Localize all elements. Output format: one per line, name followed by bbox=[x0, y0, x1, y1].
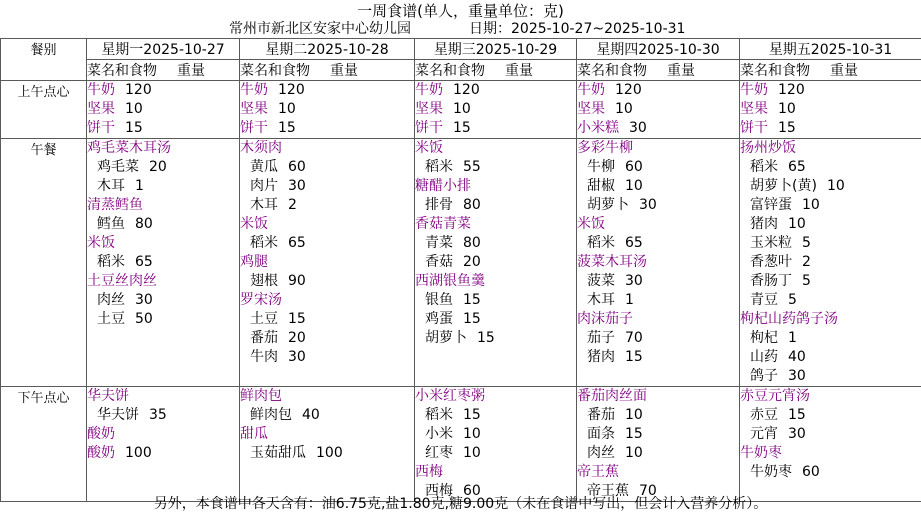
ingredient-line bbox=[577, 348, 739, 367]
food-name: 银鱼 bbox=[425, 292, 453, 308]
food-name: 饼干 bbox=[415, 120, 443, 136]
weight-header: 重量 bbox=[177, 63, 205, 79]
dish-name: 肉沫茄子 bbox=[577, 311, 633, 327]
column-sub-header bbox=[740, 60, 921, 81]
ingredient-line bbox=[577, 406, 739, 425]
food-weight: 70 bbox=[639, 483, 657, 499]
food-weight: 10 bbox=[625, 445, 643, 461]
food-name: 黄瓜 bbox=[250, 159, 278, 175]
food-name: 西梅 bbox=[425, 483, 453, 499]
food-weight: 10 bbox=[788, 216, 806, 232]
ingredient-line bbox=[240, 158, 414, 177]
dish-name: 香菇青菜 bbox=[415, 216, 471, 232]
food-name: 鸡蛋 bbox=[425, 311, 453, 327]
food-weight: 30 bbox=[135, 292, 153, 308]
food-weight: 15 bbox=[288, 311, 306, 327]
ingredient-line bbox=[740, 253, 921, 272]
food-name: 肉丝 bbox=[97, 292, 125, 308]
meal-label: 午餐 bbox=[1, 139, 87, 387]
dish-name-header: 菜名和食物 bbox=[740, 63, 810, 79]
dish-name: 清蒸鳕鱼 bbox=[87, 197, 143, 213]
day-header: 星期三2025-10-29 bbox=[415, 39, 577, 60]
ingredient-line bbox=[740, 196, 921, 215]
ingredient-line bbox=[415, 444, 576, 463]
food-weight: 30 bbox=[788, 368, 806, 384]
food-name: 香菇 bbox=[425, 254, 453, 270]
day-header: 星期二2025-10-28 bbox=[240, 39, 415, 60]
subtitle bbox=[0, 21, 921, 38]
meal-label: 下午点心 bbox=[1, 387, 87, 502]
dish-name-header: 菜名和食物 bbox=[240, 63, 310, 79]
column-sub-header-row bbox=[1, 60, 921, 81]
ingredient-line bbox=[240, 406, 414, 425]
menu-cell bbox=[87, 387, 240, 502]
food-name: 稻米 bbox=[425, 407, 453, 423]
ingredient-line bbox=[577, 272, 739, 291]
ingredient-line bbox=[87, 310, 239, 329]
ingredient-line bbox=[240, 310, 414, 329]
food-weight: 120 bbox=[278, 82, 305, 98]
food-weight: 15 bbox=[453, 120, 471, 136]
food-weight: 1 bbox=[135, 178, 144, 194]
snack-line bbox=[740, 119, 921, 138]
food-name: 鸽子 bbox=[750, 368, 778, 384]
weight-header: 重量 bbox=[830, 63, 858, 79]
ingredient-line bbox=[740, 329, 921, 348]
food-weight: 40 bbox=[302, 407, 320, 423]
food-name: 牛奶 bbox=[240, 82, 268, 98]
food-name: 小米 bbox=[425, 426, 453, 442]
food-weight: 15 bbox=[625, 349, 643, 365]
food-weight: 120 bbox=[778, 82, 805, 98]
menu-cell bbox=[577, 387, 740, 502]
food-weight: 60 bbox=[463, 483, 481, 499]
food-weight: 1 bbox=[625, 292, 634, 308]
menu-cell bbox=[415, 387, 577, 502]
menu-cell bbox=[577, 81, 740, 139]
food-name: 土豆 bbox=[250, 311, 278, 327]
food-weight: 15 bbox=[125, 120, 143, 136]
food-weight: 15 bbox=[778, 120, 796, 136]
food-name: 番茄 bbox=[250, 330, 278, 346]
food-name: 玉茹甜瓜 bbox=[250, 445, 306, 461]
food-name: 稻米 bbox=[425, 159, 453, 175]
food-weight: 35 bbox=[149, 407, 167, 423]
ingredient-line bbox=[87, 253, 239, 272]
weight-header: 重量 bbox=[505, 63, 533, 79]
ingredient-line bbox=[577, 234, 739, 253]
food-name: 胡萝卜(黄) bbox=[750, 178, 817, 194]
food-name: 木耳 bbox=[587, 292, 615, 308]
day-header: 星期五2025-10-31 bbox=[740, 39, 921, 60]
ingredient-line bbox=[740, 234, 921, 253]
ingredient-line bbox=[740, 158, 921, 177]
menu-cell bbox=[740, 81, 921, 139]
ingredient-line bbox=[415, 196, 576, 215]
food-weight: 15 bbox=[788, 407, 806, 423]
food-weight: 20 bbox=[463, 254, 481, 270]
dish-name: 甜瓜 bbox=[240, 426, 268, 442]
dish-name: 罗宋汤 bbox=[240, 292, 282, 308]
snack-line bbox=[240, 119, 414, 138]
dish-name: 赤豆元宵汤 bbox=[740, 388, 810, 404]
dish-name: 枸杞山药鸽子汤 bbox=[740, 311, 838, 327]
dish-name: 华夫饼 bbox=[87, 388, 129, 404]
dish-name: 西梅 bbox=[415, 464, 443, 480]
ingredient-line bbox=[240, 329, 414, 348]
ingredient-line bbox=[740, 406, 921, 425]
snack-line bbox=[240, 100, 414, 119]
food-name: 茄子 bbox=[587, 330, 615, 346]
meal-label: 上午点心 bbox=[1, 81, 87, 139]
menu-cell bbox=[740, 139, 921, 387]
dish-name: 鸡毛菜木耳汤 bbox=[87, 140, 171, 156]
dish-name: 土豆丝肉丝 bbox=[87, 273, 157, 289]
ingredient-line bbox=[415, 253, 576, 272]
food-name: 帝王蕉 bbox=[587, 483, 629, 499]
dish-name-header: 菜名和食物 bbox=[415, 63, 485, 79]
food-weight: 120 bbox=[125, 82, 152, 98]
food-weight: 100 bbox=[125, 445, 152, 461]
ingredient-line bbox=[415, 329, 576, 348]
ingredient-line bbox=[240, 444, 414, 463]
food-weight: 100 bbox=[316, 445, 343, 461]
ingredient-line bbox=[740, 348, 921, 367]
ingredient-line bbox=[415, 234, 576, 253]
ingredient-line bbox=[577, 177, 739, 196]
menu-cell bbox=[240, 139, 415, 387]
food-weight: 60 bbox=[802, 464, 820, 480]
snack-line bbox=[415, 119, 576, 138]
dish-name: 糖醋小排 bbox=[415, 178, 471, 194]
food-weight: 10 bbox=[778, 101, 796, 117]
ingredient-line bbox=[740, 291, 921, 310]
meal-col-header: 餐别 bbox=[1, 39, 87, 81]
food-weight: 120 bbox=[453, 82, 480, 98]
ingredient-line bbox=[415, 425, 576, 444]
food-name: 稻米 bbox=[750, 159, 778, 175]
snack-line bbox=[415, 100, 576, 119]
food-weight: 30 bbox=[788, 426, 806, 442]
food-name: 胡萝卜 bbox=[425, 330, 467, 346]
food-name: 牛奶 bbox=[740, 82, 768, 98]
menu-cell bbox=[415, 139, 577, 387]
ingredient-line bbox=[240, 234, 414, 253]
food-name: 土豆 bbox=[97, 311, 125, 327]
food-weight: 80 bbox=[463, 235, 481, 251]
food-weight: 10 bbox=[625, 407, 643, 423]
dish-name-header: 菜名和食物 bbox=[87, 63, 157, 79]
food-name: 赤豆 bbox=[750, 407, 778, 423]
ingredient-line bbox=[577, 425, 739, 444]
food-name: 富锌蛋 bbox=[750, 197, 792, 213]
column-sub-header bbox=[577, 60, 740, 81]
food-name: 翅根 bbox=[250, 273, 278, 289]
food-weight: 120 bbox=[615, 82, 642, 98]
food-weight: 80 bbox=[463, 197, 481, 213]
date-range: 日期：2025-10-27~2025-10-31 bbox=[469, 21, 686, 37]
food-name: 鲜肉包 bbox=[250, 407, 292, 423]
food-weight: 30 bbox=[288, 349, 306, 365]
food-weight: 15 bbox=[278, 120, 296, 136]
food-name: 木耳 bbox=[250, 197, 278, 213]
food-weight: 30 bbox=[625, 273, 643, 289]
food-weight: 15 bbox=[625, 426, 643, 442]
food-name: 稻米 bbox=[97, 254, 125, 270]
dish-name: 鸡腿 bbox=[240, 254, 268, 270]
food-name: 猪肉 bbox=[750, 216, 778, 232]
food-name: 香葱叶 bbox=[750, 254, 792, 270]
dish-name: 酸奶 bbox=[87, 426, 115, 442]
food-weight: 15 bbox=[477, 330, 495, 346]
food-name: 青豆 bbox=[750, 292, 778, 308]
dish-name: 米饭 bbox=[240, 216, 268, 232]
ingredient-line bbox=[240, 196, 414, 215]
day-header-row bbox=[1, 39, 921, 60]
ingredient-line bbox=[740, 425, 921, 444]
meal-row bbox=[1, 139, 921, 387]
food-weight: 55 bbox=[463, 159, 481, 175]
ingredient-line bbox=[577, 329, 739, 348]
meal-row bbox=[1, 387, 921, 502]
footer-note: 另外，本食谱中各天含有：油6.75克,盐1.80克,糖9.00克（未在食谱中写出，但会计入营养分析）。 bbox=[153, 496, 768, 512]
food-weight: 10 bbox=[625, 178, 643, 194]
weight-header: 重量 bbox=[667, 63, 695, 79]
food-name: 番茄 bbox=[587, 407, 615, 423]
food-name: 山药 bbox=[750, 349, 778, 365]
ingredient-line bbox=[87, 406, 239, 425]
ingredient-line bbox=[415, 158, 576, 177]
food-weight: 30 bbox=[639, 197, 657, 213]
food-name: 饼干 bbox=[87, 120, 115, 136]
food-weight: 10 bbox=[463, 426, 481, 442]
food-weight: 15 bbox=[463, 311, 481, 327]
ingredient-line bbox=[240, 348, 414, 367]
snack-line bbox=[740, 100, 921, 119]
food-name: 坚果 bbox=[240, 101, 268, 117]
food-weight: 10 bbox=[278, 101, 296, 117]
food-weight: 30 bbox=[629, 120, 647, 136]
food-weight: 15 bbox=[463, 292, 481, 308]
school-name: 常州市新北区安家中心幼儿园 bbox=[229, 21, 411, 37]
column-sub-header bbox=[240, 60, 415, 81]
food-weight: 80 bbox=[135, 216, 153, 232]
food-weight: 1 bbox=[788, 330, 797, 346]
food-name: 面条 bbox=[587, 426, 615, 442]
food-weight: 65 bbox=[625, 235, 643, 251]
food-weight: 5 bbox=[802, 273, 811, 289]
food-name: 牛肉 bbox=[250, 349, 278, 365]
food-name: 猪肉 bbox=[587, 349, 615, 365]
food-weight: 10 bbox=[125, 101, 143, 117]
food-weight: 10 bbox=[802, 197, 820, 213]
ingredient-line bbox=[240, 272, 414, 291]
snack-line bbox=[87, 119, 239, 138]
food-name: 胡萝卜 bbox=[587, 197, 629, 213]
food-weight: 60 bbox=[288, 159, 306, 175]
menu-cell bbox=[240, 81, 415, 139]
ingredient-line bbox=[740, 367, 921, 386]
snack-line bbox=[740, 81, 921, 100]
food-name: 排骨 bbox=[425, 197, 453, 213]
food-name: 饼干 bbox=[240, 120, 268, 136]
ingredient-line bbox=[740, 177, 921, 196]
page-title: 一周食谱(单人，重量单位：克) bbox=[357, 2, 564, 20]
ingredient-line bbox=[415, 406, 576, 425]
food-name: 稻米 bbox=[250, 235, 278, 251]
ingredient-line bbox=[87, 177, 239, 196]
food-name: 坚果 bbox=[740, 101, 768, 117]
food-weight: 90 bbox=[288, 273, 306, 289]
snack-line bbox=[87, 100, 239, 119]
food-weight: 2 bbox=[802, 254, 811, 270]
food-name: 坚果 bbox=[87, 101, 115, 117]
food-name: 红枣 bbox=[425, 445, 453, 461]
food-weight: 10 bbox=[826, 178, 845, 194]
dish-name: 帝王蕉 bbox=[577, 464, 619, 480]
food-name: 甜椒 bbox=[587, 178, 615, 194]
food-weight: 20 bbox=[149, 159, 167, 175]
ingredient-line bbox=[740, 463, 921, 482]
ingredient-line bbox=[577, 291, 739, 310]
food-name: 稻米 bbox=[587, 235, 615, 251]
food-name: 鸡毛菜 bbox=[97, 159, 139, 175]
dish-name-header: 菜名和食物 bbox=[577, 63, 647, 79]
ingredient-line bbox=[577, 158, 739, 177]
snack-line bbox=[415, 81, 576, 100]
menu-cell bbox=[415, 81, 577, 139]
food-name: 小米糕 bbox=[577, 120, 619, 136]
ingredient-line bbox=[415, 310, 576, 329]
food-name: 肉片 bbox=[250, 178, 278, 194]
food-weight: 10 bbox=[453, 101, 471, 117]
food-weight: 40 bbox=[788, 349, 806, 365]
ingredient-line bbox=[87, 291, 239, 310]
snack-line bbox=[577, 119, 739, 138]
ingredient-line bbox=[740, 272, 921, 291]
ingredient-line bbox=[740, 215, 921, 234]
menu-cell bbox=[87, 81, 240, 139]
dish-name: 多彩牛柳 bbox=[577, 140, 633, 156]
dish-name: 西湖银鱼羹 bbox=[415, 273, 485, 289]
food-weight: 10 bbox=[615, 101, 633, 117]
food-weight: 65 bbox=[288, 235, 306, 251]
ingredient-line bbox=[415, 291, 576, 310]
day-header: 星期四2025-10-30 bbox=[577, 39, 740, 60]
food-name: 牛奶 bbox=[577, 82, 605, 98]
food-name: 酸奶 bbox=[87, 445, 115, 461]
food-name: 鳕鱼 bbox=[97, 216, 125, 232]
menu-cell bbox=[240, 387, 415, 502]
food-name: 华夫饼 bbox=[97, 407, 139, 423]
dish-name: 小米红枣粥 bbox=[415, 388, 485, 404]
food-weight: 15 bbox=[463, 407, 481, 423]
food-weight: 65 bbox=[135, 254, 153, 270]
food-name: 木耳 bbox=[97, 178, 125, 194]
food-name: 牛奶 bbox=[415, 82, 443, 98]
dish-name: 米饭 bbox=[87, 235, 115, 251]
food-weight: 5 bbox=[788, 292, 797, 308]
ingredient-line bbox=[240, 177, 414, 196]
weight-header: 重量 bbox=[330, 63, 358, 79]
food-name: 元宵 bbox=[750, 426, 778, 442]
food-name: 枸杞 bbox=[750, 330, 778, 346]
food-weight: 5 bbox=[802, 235, 811, 251]
food-weight: 10 bbox=[463, 445, 481, 461]
column-sub-header bbox=[87, 60, 240, 81]
dish-name: 鲜肉包 bbox=[240, 388, 282, 404]
food-weight: 2 bbox=[288, 197, 297, 213]
snack-line bbox=[577, 81, 739, 100]
food-name: 饼干 bbox=[740, 120, 768, 136]
food-name: 牛奶 bbox=[87, 82, 115, 98]
food-name: 菠菜 bbox=[587, 273, 615, 289]
dish-name: 木须肉 bbox=[240, 140, 282, 156]
ingredient-line bbox=[577, 196, 739, 215]
food-weight: 20 bbox=[288, 330, 306, 346]
food-weight: 60 bbox=[625, 159, 643, 175]
food-weight: 65 bbox=[788, 159, 806, 175]
snack-line bbox=[87, 444, 239, 463]
snack-line bbox=[87, 81, 239, 100]
ingredient-line bbox=[87, 158, 239, 177]
dish-name: 菠菜木耳汤 bbox=[577, 254, 647, 270]
snack-line bbox=[577, 100, 739, 119]
day-header: 星期一2025-10-27 bbox=[87, 39, 240, 60]
dish-name: 米饭 bbox=[415, 140, 443, 156]
dish-name: 米饭 bbox=[577, 216, 605, 232]
food-name: 玉米粒 bbox=[750, 235, 792, 251]
food-name: 坚果 bbox=[577, 101, 605, 117]
column-sub-header bbox=[415, 60, 577, 81]
dish-name: 扬州炒饭 bbox=[740, 140, 796, 156]
ingredient-line bbox=[577, 444, 739, 463]
dish-name: 番茄肉丝面 bbox=[577, 388, 647, 404]
food-name: 牛柳 bbox=[587, 159, 615, 175]
menu-cell bbox=[577, 139, 740, 387]
food-name: 坚果 bbox=[415, 101, 443, 117]
dish-name: 牛奶枣 bbox=[740, 445, 782, 461]
food-name: 香肠丁 bbox=[750, 273, 792, 289]
menu-cell bbox=[87, 139, 240, 387]
menu-cell bbox=[740, 387, 921, 502]
food-name: 牛奶枣 bbox=[750, 464, 792, 480]
food-name: 青菜 bbox=[425, 235, 453, 251]
meal-row bbox=[1, 81, 921, 139]
ingredient-line bbox=[87, 215, 239, 234]
food-weight: 50 bbox=[135, 311, 153, 327]
food-weight: 70 bbox=[625, 330, 643, 346]
menu-table bbox=[0, 38, 921, 502]
food-name: 肉丝 bbox=[587, 445, 615, 461]
food-weight: 30 bbox=[288, 178, 306, 194]
snack-line bbox=[240, 81, 414, 100]
